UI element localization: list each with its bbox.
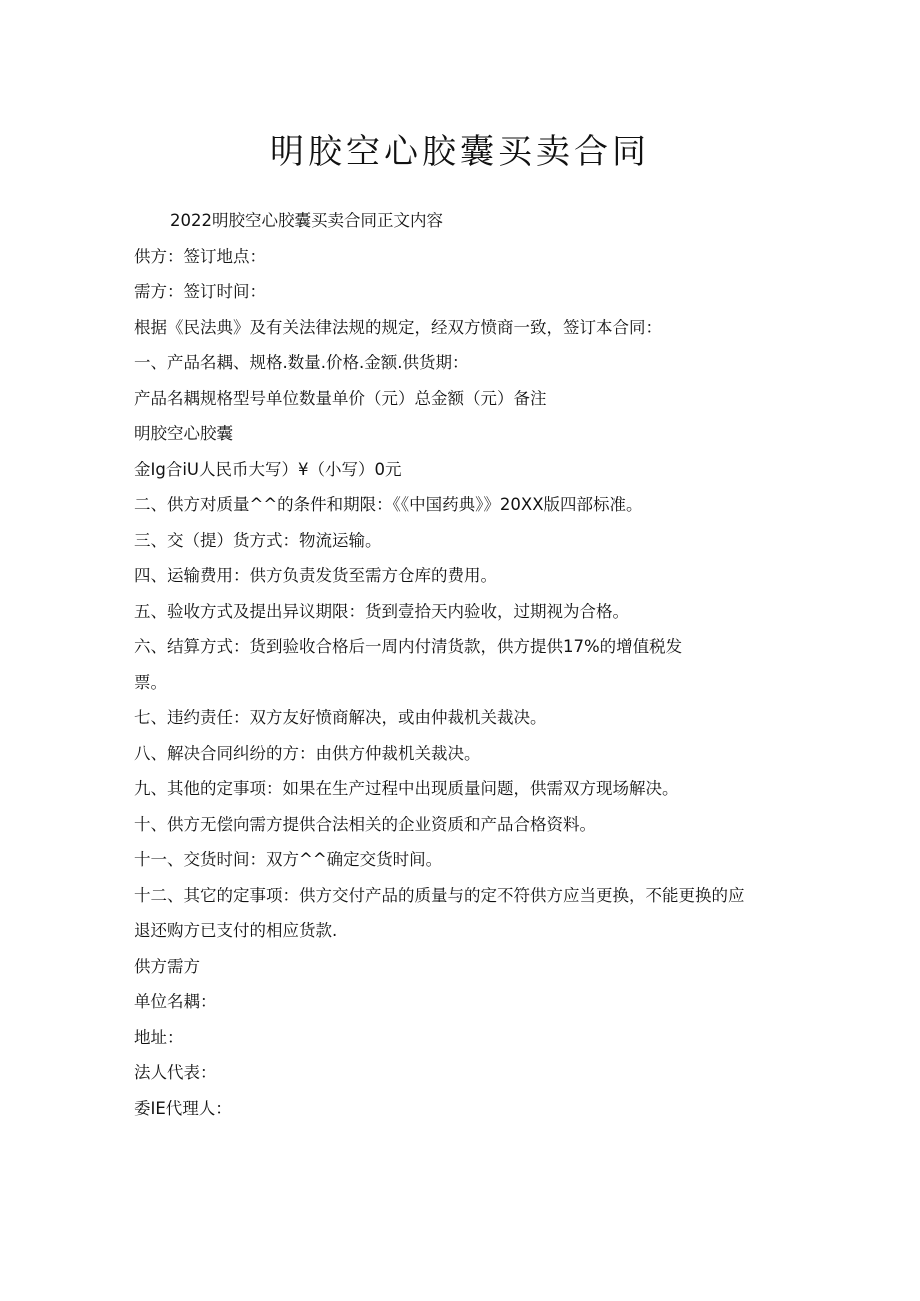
product-table-header: 产品名耦规格型号单位数量单价（元）总金额（元）备注 — [134, 388, 547, 408]
parties-label: 供方需方 — [134, 956, 200, 976]
clause-10: 十、供方无偿向需方提供合法相关的企业资质和产品合格资料。 — [134, 814, 596, 834]
contract-body — [134, 203, 784, 1126]
product-name: 明胶空心胶囊 — [134, 424, 233, 443]
clause-4: 四、运输费用：供方负责发货至需方仓库的费用。 — [134, 566, 497, 585]
amount-line: 金Ig合iU人民币大写）¥（小写）0元 — [134, 459, 402, 479]
authorized-agent-label: 委IE代理人： — [134, 1098, 232, 1118]
clause-9: 九、其他的定事项：如果在生产过程中出现质量问题，供需双方现场解决。 — [134, 779, 679, 798]
clause-11: 十一、交货时间：双方^^确定交货时间。 — [134, 850, 443, 869]
clause-3: 三、交（提）货方式：物流运输。 — [134, 530, 382, 550]
legal-basis: 根据《民法典》及有关法律法规的规定，经双方愤商一致，签订本合同： — [134, 317, 662, 337]
supplier-signing-place: 供方：签订地点： — [134, 246, 266, 266]
clause-7: 七、违约责任：双方友好愤商解决，或由仲裁机关裁决。 — [134, 708, 547, 727]
clause-6-continued: 票。 — [134, 672, 167, 692]
clause-5: 五、验收方式及提出异议期限：货到壹拾天内验收，过期视为合格。 — [134, 601, 629, 621]
buyer-signing-time: 需方：签订时间： — [134, 282, 266, 301]
contract-title: 明胶空心胶囊买卖合同 — [270, 132, 650, 172]
clause-2: 二、供方对质量^^的条件和期限：《《中国药典》》20XX版四部标准。 — [134, 495, 643, 514]
clause-12: 十二、其它的定事项：供方交付产品的质量与的定不符供方应当更换，不能更换的应 — [134, 885, 745, 905]
clause-8: 八、解决合同纠纷的方：由供方仲裁机关裁决。 — [134, 743, 481, 763]
address-label: 地址： — [134, 1027, 184, 1047]
clause-12-continued: 退还购方已支付的相应货款. — [134, 921, 338, 940]
clause-1-heading: 一、产品名耦、规格.数量.价格.金额.供货期： — [134, 353, 469, 372]
unit-name-label: 单位名耦： — [134, 992, 217, 1011]
clause-6: 六、结算方式：货到验收合格后一周内付清货款，供方提供17%的增值税发 — [134, 637, 683, 656]
legal-representative-label: 法人代表： — [134, 1063, 217, 1082]
intro-line: 2022明胶空心胶囊买卖合同正文内容 — [170, 211, 443, 230]
